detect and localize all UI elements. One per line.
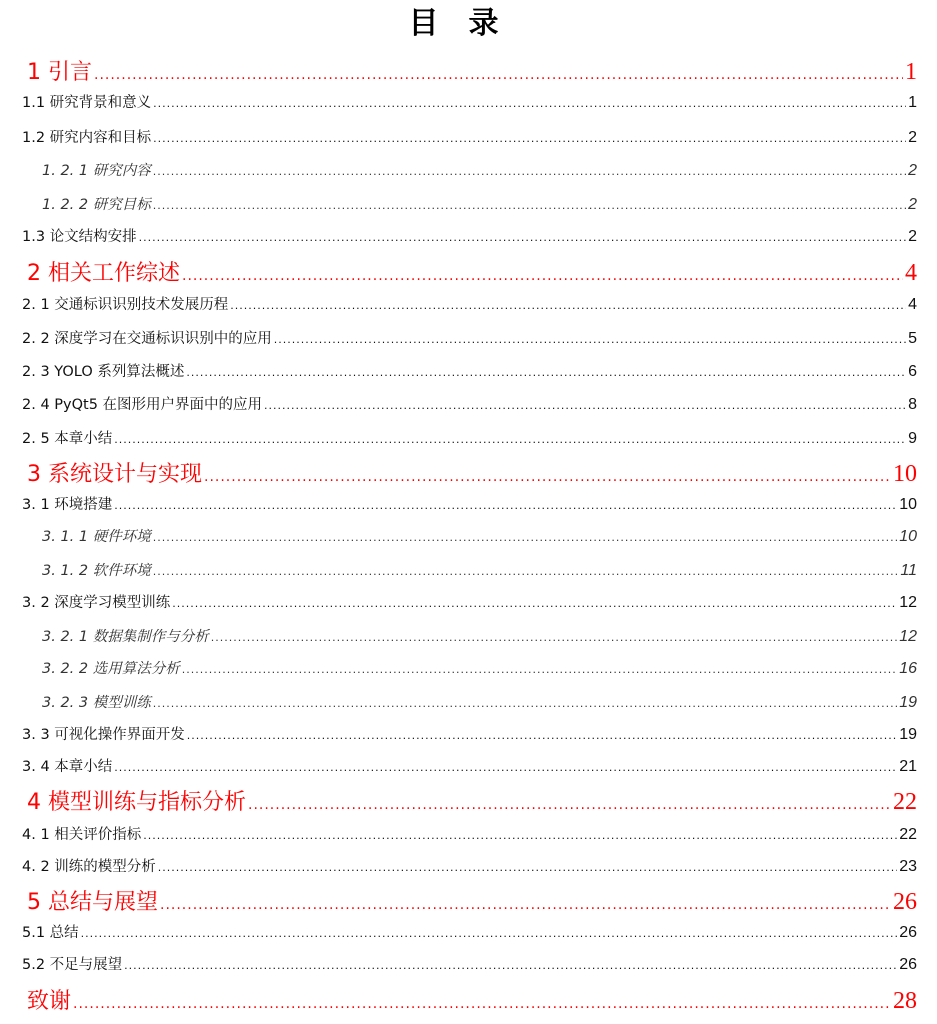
toc-entry-label: 3. 2. 2 选用算法分析 — [42, 661, 180, 677]
toc-page-number: 22 — [899, 826, 917, 843]
toc-entry-label: 3. 1. 2 软件环境 — [42, 563, 151, 579]
dot-leader — [153, 531, 897, 544]
dot-leader — [153, 165, 906, 178]
toc-section-entry[interactable] — [0, 327, 917, 360]
dot-leader — [124, 959, 897, 972]
toc-entry-label: 4. 2 训练的模型分析 — [22, 859, 156, 875]
dot-leader — [248, 797, 891, 813]
toc-entry-label: 4 模型训练与指标分析 — [27, 790, 246, 815]
toc-section-entry[interactable] — [0, 823, 917, 856]
toc-chapter-entry[interactable] — [0, 55, 917, 89]
toc-section-entry[interactable] — [0, 723, 917, 756]
toc-entry-label: 3. 3 可视化操作界面开发 — [22, 727, 185, 743]
dot-leader — [158, 861, 897, 874]
dot-leader — [230, 299, 906, 312]
toc-chapter-entry[interactable] — [0, 457, 917, 491]
toc-chapter-entry[interactable] — [0, 785, 917, 819]
toc-page-number: 4 — [905, 260, 917, 286]
toc-page-number: 1 — [905, 59, 917, 85]
toc-page-number: 10 — [899, 496, 917, 513]
toc-section-entry[interactable] — [0, 225, 917, 258]
toc-entry-label: 1. 2. 2 研究目标 — [42, 197, 151, 213]
toc-page-number: 19 — [899, 694, 917, 711]
toc-page-number: 21 — [899, 758, 917, 775]
dot-leader — [153, 199, 906, 212]
toc-page-number: 2 — [908, 162, 917, 179]
toc-section-entry[interactable] — [0, 360, 917, 393]
toc-page-number: 8 — [908, 396, 917, 413]
toc-page-number: 23 — [899, 858, 917, 875]
toc-section-entry[interactable] — [0, 293, 917, 326]
dot-leader — [182, 663, 897, 676]
toc-entry-label: 1.3 论文结构安排 — [22, 229, 137, 245]
dot-leader — [160, 897, 891, 913]
dot-leader — [186, 366, 906, 379]
toc-subsection-entry[interactable] — [0, 159, 917, 192]
toc-page-number: 11 — [900, 562, 917, 579]
toc-entry-label: 3. 1. 1 硬件环境 — [42, 529, 151, 545]
toc-section-entry[interactable] — [0, 493, 917, 526]
toc-entry-label: 1.2 研究内容和目标 — [22, 130, 152, 146]
toc-subsection-entry[interactable] — [0, 691, 917, 724]
toc-entry-label: 3 系统设计与实现 — [27, 462, 202, 487]
toc-page-number: 10 — [899, 528, 917, 545]
toc-page-number: 12 — [899, 628, 917, 645]
toc-entry-label: 3. 2. 3 模型训练 — [42, 695, 151, 711]
dot-leader — [172, 597, 897, 610]
toc-title: 目录 — [408, 6, 529, 41]
toc-section-entry[interactable] — [0, 91, 917, 124]
dot-leader — [153, 97, 906, 110]
toc-subsection-entry[interactable] — [0, 657, 917, 690]
toc-page-number: 26 — [899, 956, 917, 973]
toc-section-entry[interactable] — [0, 953, 917, 986]
toc-section-entry[interactable] — [0, 591, 917, 624]
dot-leader — [187, 729, 897, 742]
toc-entry-label: 2. 1 交通标识识别技术发展历程 — [22, 297, 229, 313]
toc-entry-label: 3. 2. 1 数据集制作与分析 — [42, 629, 209, 645]
toc-entry-label: 致谢 — [27, 989, 72, 1014]
dot-leader — [81, 927, 898, 940]
toc-page-number: 2 — [908, 228, 917, 245]
dot-leader — [211, 631, 897, 644]
toc-entry-label: 2. 5 本章小结 — [22, 431, 113, 447]
toc-entry-label: 5.2 不足与展望 — [22, 957, 123, 973]
toc-page-number: 6 — [908, 363, 917, 380]
dot-leader — [204, 469, 891, 485]
toc-chapter-entry[interactable] — [0, 885, 917, 919]
toc-page-number: 19 — [899, 726, 917, 743]
toc-entry-label: 1. 2. 1 研究内容 — [42, 163, 151, 179]
toc-entry-label: 3. 4 本章小结 — [22, 759, 113, 775]
toc-entry-label: 4. 1 相关评价指标 — [22, 827, 142, 843]
toc-page-number: 22 — [893, 789, 917, 815]
toc-page-number: 2 — [908, 129, 917, 146]
toc-subsection-entry[interactable] — [0, 559, 917, 592]
toc-section-entry[interactable] — [0, 393, 917, 426]
toc-entry-label: 5 总结与展望 — [27, 890, 158, 915]
toc-entry-label: 2. 4 PyQt5 在图形用户界面中的应用 — [22, 397, 263, 413]
dot-leader — [73, 996, 891, 1012]
toc-section-entry[interactable] — [0, 427, 917, 460]
toc-page-number: 28 — [893, 988, 917, 1014]
toc-section-entry[interactable] — [0, 921, 917, 954]
dot-leader — [182, 268, 903, 284]
toc-page-number: 26 — [893, 889, 917, 915]
toc-entry-label: 2 相关工作综述 — [27, 261, 180, 286]
dot-leader — [274, 333, 906, 346]
toc-section-entry[interactable] — [0, 855, 917, 888]
dot-leader — [153, 697, 897, 710]
toc-page-number: 4 — [908, 296, 917, 313]
toc-subsection-entry[interactable] — [0, 525, 917, 558]
toc-entry-label: 3. 1 环境搭建 — [22, 497, 113, 513]
dot-leader — [114, 761, 897, 774]
dot-leader — [114, 499, 897, 512]
dot-leader — [264, 399, 906, 412]
toc-entry-label: 2. 3 YOLO 系列算法概述 — [22, 364, 185, 380]
toc-page-number: 2 — [908, 196, 917, 213]
dot-leader — [153, 132, 906, 145]
toc-entry-label: 2. 2 深度学习在交通标识识别中的应用 — [22, 331, 272, 347]
toc-page-number: 1 — [908, 94, 917, 111]
toc-subsection-entry[interactable] — [0, 193, 917, 226]
dot-leader — [139, 231, 906, 244]
toc-entry-label: 1 引言 — [27, 60, 92, 85]
toc-entry-label: 5.1 总结 — [22, 925, 79, 941]
toc-chapter-entry[interactable] — [0, 256, 917, 290]
toc-entry-label: 1.1 研究背景和意义 — [22, 95, 152, 111]
toc-entry-label: 3. 2 深度学习模型训练 — [22, 595, 171, 611]
toc-section-entry[interactable] — [0, 126, 917, 159]
toc-page-number: 10 — [893, 461, 917, 487]
toc-page-number: 9 — [908, 430, 917, 447]
dot-leader — [143, 829, 897, 842]
toc-section-entry[interactable] — [0, 755, 917, 788]
dot-leader — [153, 565, 899, 578]
toc-chapter-entry[interactable] — [0, 984, 917, 1018]
dot-leader — [114, 433, 906, 446]
toc-page-number: 5 — [908, 330, 917, 347]
toc-subsection-entry[interactable] — [0, 625, 917, 658]
dot-leader — [94, 67, 903, 83]
toc-page-number: 16 — [899, 660, 917, 677]
toc-page-number: 26 — [899, 924, 917, 941]
toc-page-number: 12 — [899, 594, 917, 611]
